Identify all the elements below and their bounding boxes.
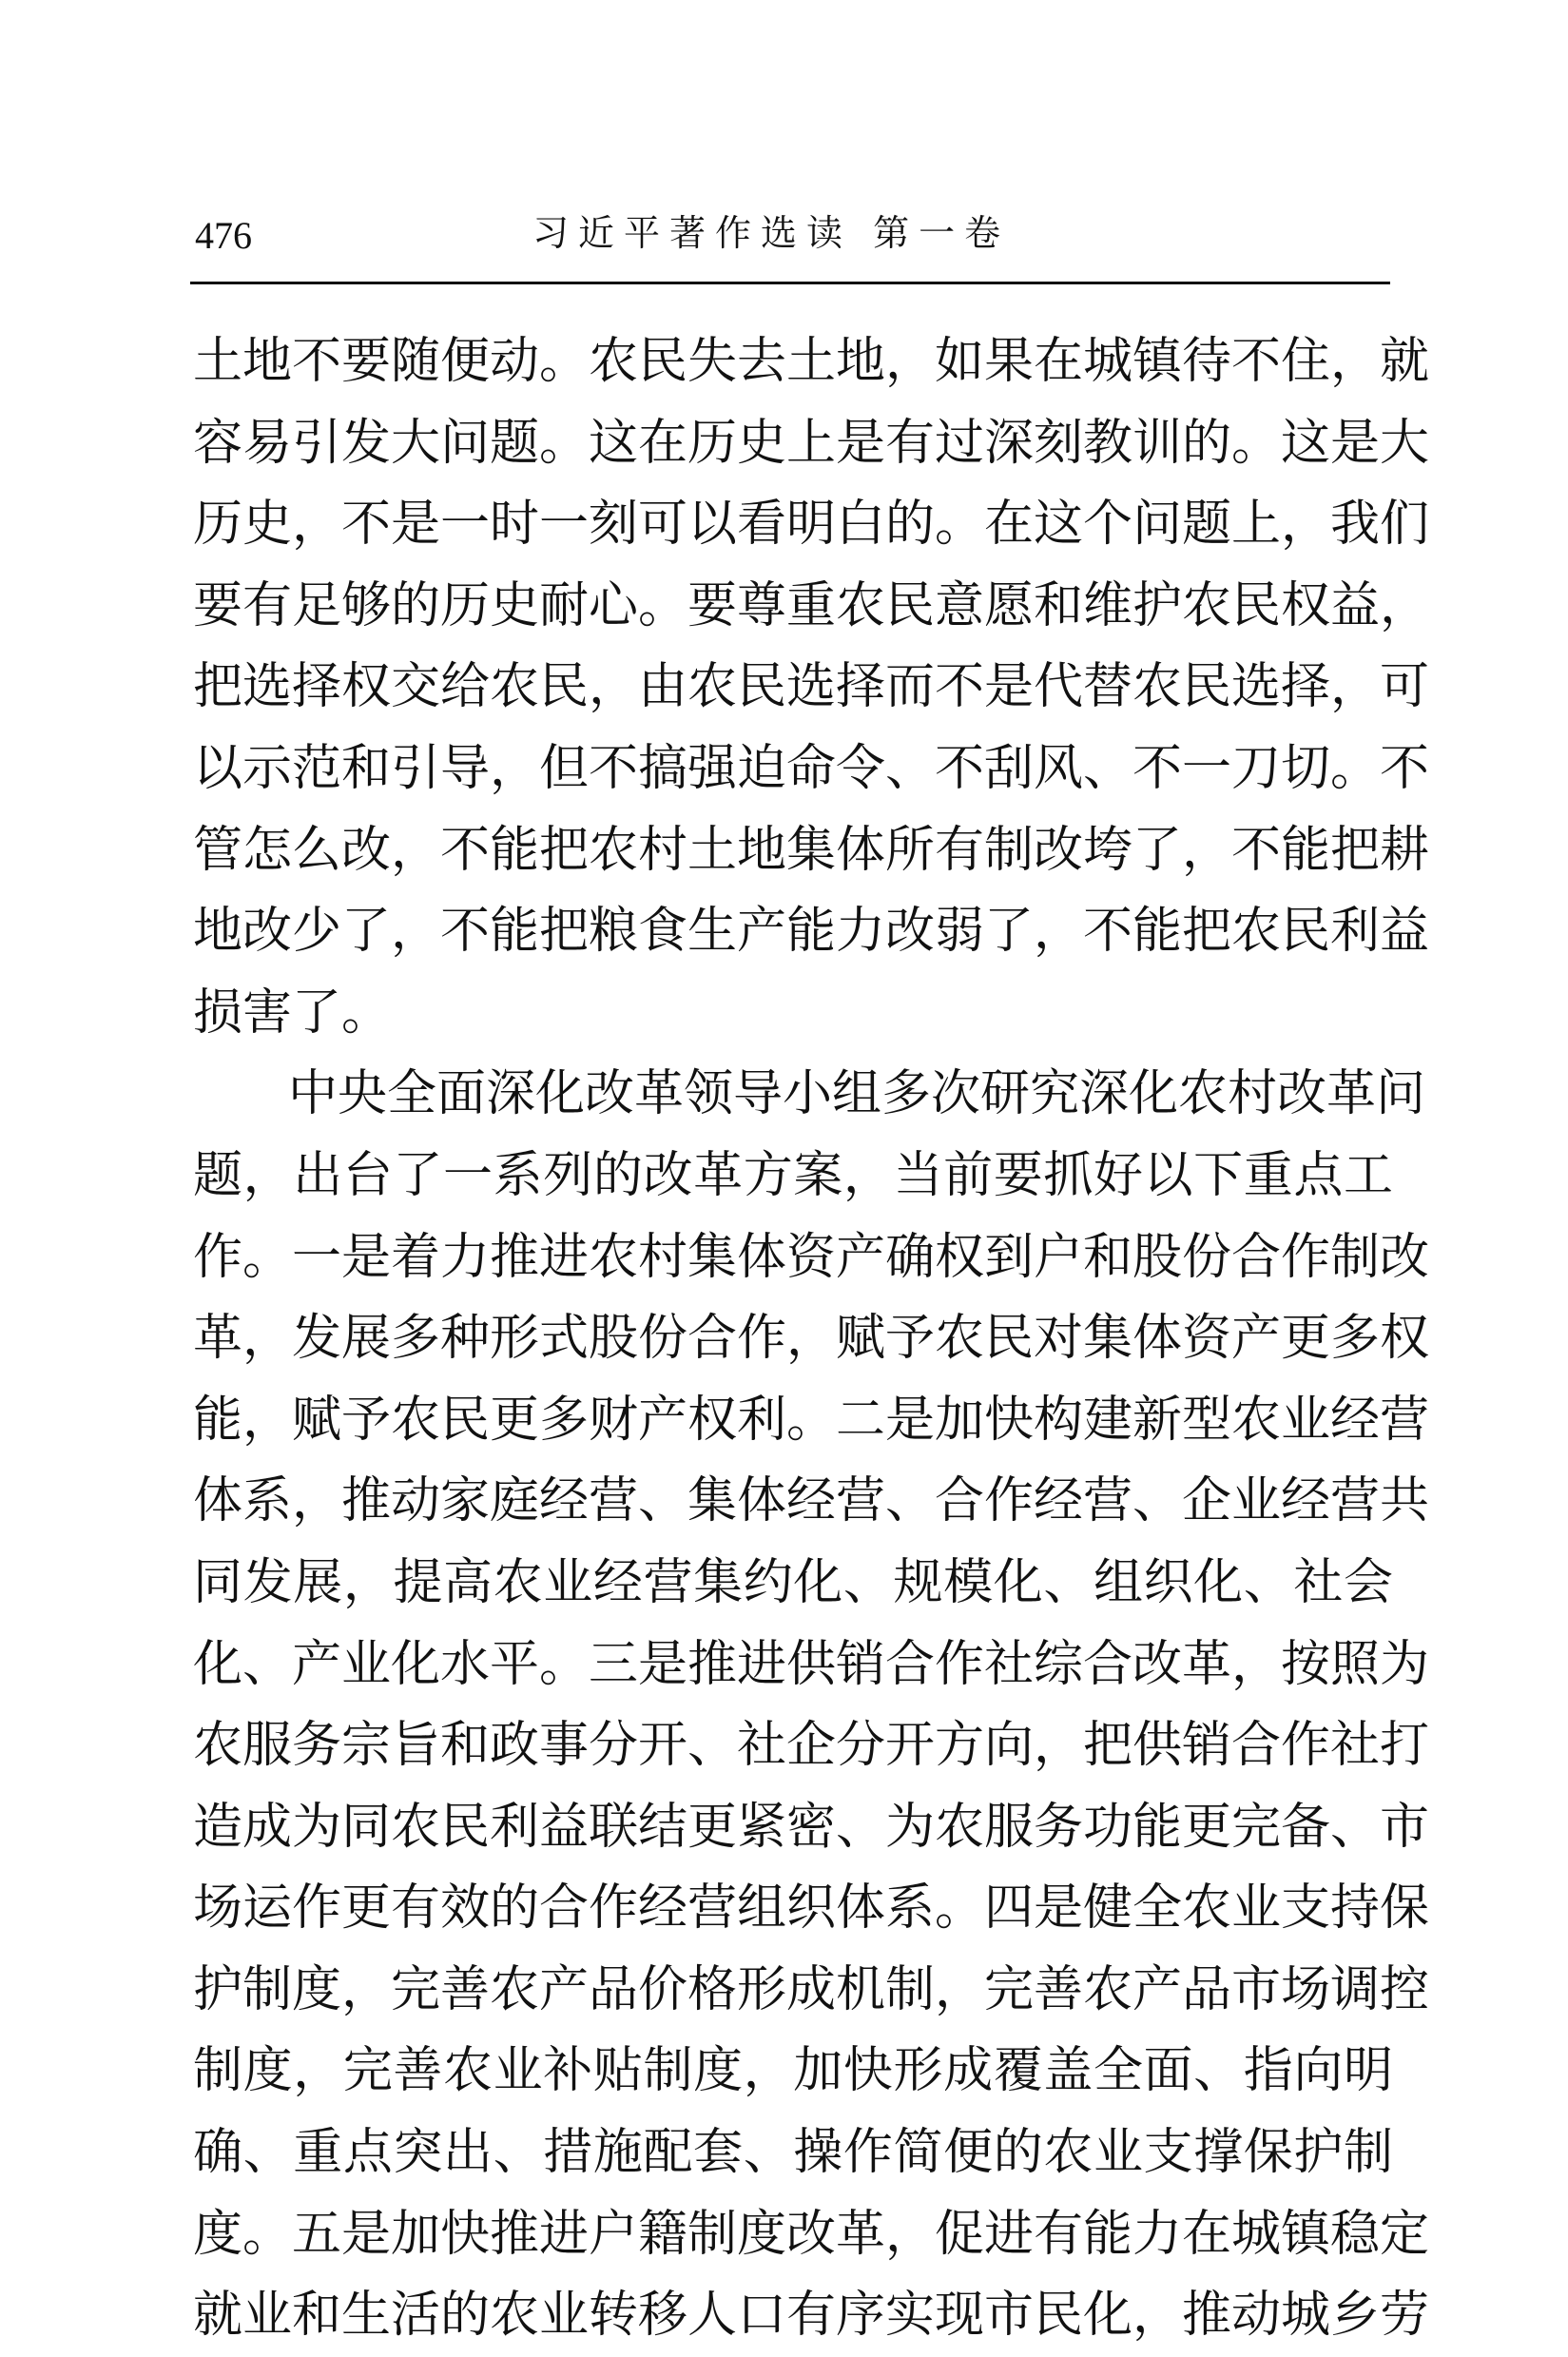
text-line: 地改少了，不能把粮食生产能力改弱了，不能把农民利益	[193, 903, 1430, 961]
text-line: 化、产业化水平。三是推进供销合作社综合改革，按照为	[193, 1635, 1430, 1693]
body-text	[193, 321, 1430, 2357]
text-line: 土地不要随便动。农民失去土地，如果在城镇待不住，就	[193, 333, 1430, 390]
text-line: 把选择权交给农民，由农民选择而不是代替农民选择，可	[193, 658, 1430, 716]
text-line: 护制度，完善农产品价格形成机制，完善农产品市场调控	[193, 1960, 1430, 2018]
text-line: 要有足够的历史耐心。要尊重农民意愿和维护农民权益，	[193, 576, 1430, 634]
text-line: 制度，完善农业补贴制度，加快形成覆盖全面、指向明	[193, 2042, 1393, 2100]
text-line: 造成为同农民利益联结更紧密、为农服务功能更完备、市	[193, 1798, 1430, 1856]
text-line: 管怎么改，不能把农村土地集体所有制改垮了，不能把耕	[193, 821, 1430, 879]
page-number: 476	[195, 214, 252, 257]
header-divider	[190, 282, 1390, 284]
text-line: 同发展，提高农业经营集约化、规模化、组织化、社会	[193, 1553, 1393, 1611]
paragraph-first-line: 中央全面深化改革领导小组多次研究深化农村改革问	[288, 1065, 1426, 1123]
text-line: 作。一是着力推进农村集体资产确权到户和股份合作制改	[193, 1228, 1430, 1286]
running-title: 习近平著作选读 第一卷	[532, 212, 1011, 254]
text-line: 以示范和引导，但不搞强迫命令、不刮风、不一刀切。不	[193, 739, 1430, 797]
text-line: 就业和生活的农业转移人口有序实现市民化，推动城乡劳	[193, 2287, 1430, 2345]
text-line: 容易引发大问题。这在历史上是有过深刻教训的。这是大	[193, 414, 1430, 472]
text-line: 体系，推动家庭经营、集体经营、合作经营、企业经营共	[193, 1472, 1430, 1530]
text-line: 确、重点突出、措施配套、操作简便的农业支撑保护制	[193, 2124, 1393, 2182]
text-line: 革，发展多种形式股份合作，赋予农民对集体资产更多权	[193, 1310, 1430, 1368]
text-line: 农服务宗旨和政事分开、社企分开方向，把供销合作社打	[193, 1717, 1430, 1775]
text-line: 历史，不是一时一刻可以看明白的。在这个问题上，我们	[193, 496, 1430, 554]
text-line: 场运作更有效的合作经营组织体系。四是健全农业支持保	[193, 1880, 1430, 1938]
text-line: 损害了。	[193, 984, 392, 1042]
text-line: 题，出台了一系列的改革方案，当前要抓好以下重点工	[193, 1146, 1393, 1204]
text-line: 度。五是加快推进户籍制度改革，促进有能力在城镇稳定	[193, 2205, 1430, 2263]
text-line: 能，赋予农民更多财产权利。二是加快构建新型农业经营	[193, 1391, 1430, 1449]
